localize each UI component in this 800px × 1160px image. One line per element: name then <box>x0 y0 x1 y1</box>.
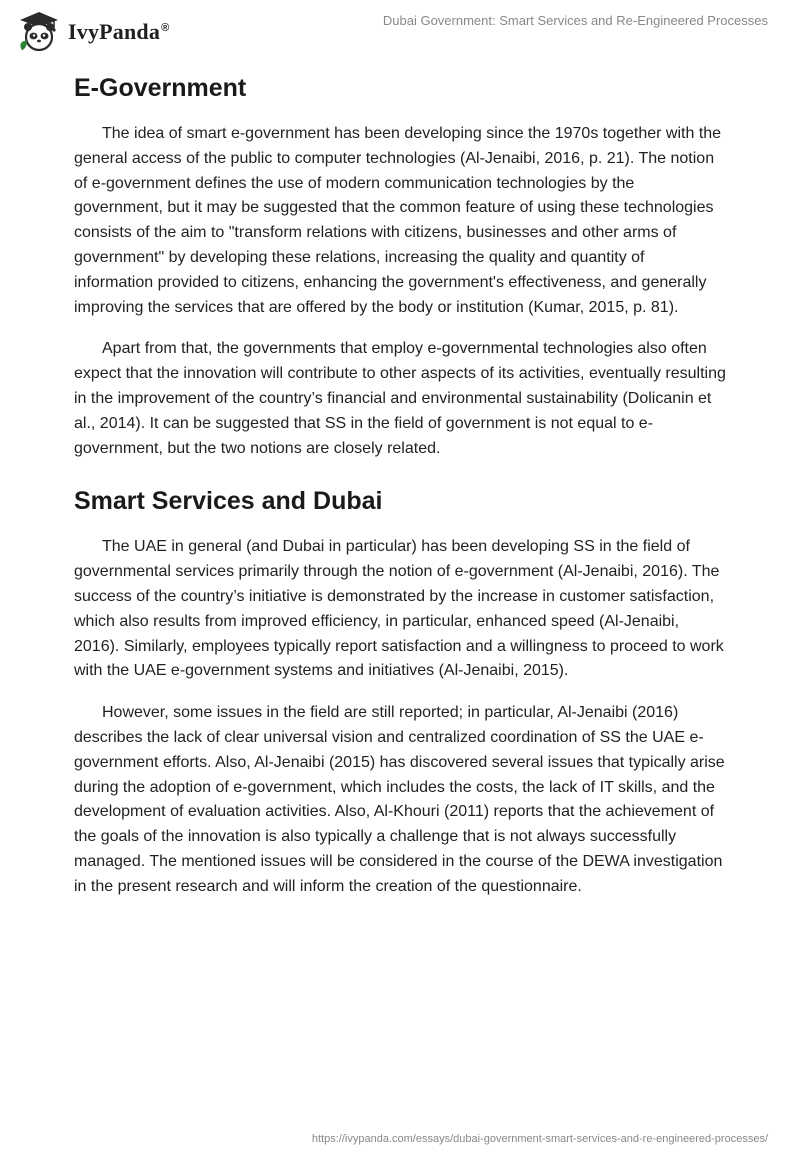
paragraph: However, some issues in the field are still reported; in particular, Al-Jenaibi (2016) describes the lack of clear universal vision and centralized coordination of SS the UAE e-government efforts. Also, Al-Jenaibi (2015) has discovered several issues that typically arise during the adoption of e-government, which includes the costs, the lack of IT skills, and the development of evaluation activities. Also, Al-Khouri (2011) reports that the achievement of the goals of the innovation is also typically a challenge that is not always successfully managed. The mentioned issues will be considered in the course of the DEWA investigation in the present research and will inform the creation of the questionnaire. <box>74 704 725 895</box>
page-header <box>0 0 800 60</box>
paragraph: The UAE in general (and Dubai in particular) has been developing SS in the field of governmental services primarily through the notion of e-government (Al-Jenaibi, 2016). The success of the country’s initiative is demonstrated by the increase in customer satisfaction, which also results from improved efficiency, in particular, enhanced speed (Al-Jenaibi, 2016). Similarly, employees typically report satisfaction and a willingness to proceed to work with the UAE e-government systems and initiatives (Al-Jenaibi, 2015). <box>74 538 724 680</box>
panda-logo-icon <box>16 10 62 54</box>
section-heading-e-government: E-Government <box>74 74 247 102</box>
logo-wordmark: IvyPanda® <box>68 19 170 44</box>
paragraph: Apart from that, the governments that employ e-governmental technologies also often expect that the innovation will contribute to other aspects of its activities, eventually resulting in the improvement of the country’s financial and environmental sustainability (Dolicanin et al., 2014). It can be suggested that SS in the field of government is not equal to e-government, but the two notions are closely related. <box>74 340 726 457</box>
registered-mark: ® <box>161 21 170 34</box>
section-heading-smart-services-dubai: Smart Services and Dubai <box>74 487 383 516</box>
source-url-link[interactable]: https://ivypanda.com/essays/dubai-government-smart-services-and-re-engineered-processes/ <box>311 1133 768 1145</box>
ivypanda-logo[interactable] <box>16 10 169 54</box>
document-title: Dubai Government: Smart Services and Re-Engineered Processes <box>382 13 768 28</box>
paragraph: The idea of smart e-government has been developing since the 1970s together with the general access of the public to computer technologies (Al-Jenaibi, 2016, p. 21). The notion of e-government defines the use of modern communication technologies by the government, but it may be suggested that the common feature of using these technologies consists of the aim to "transform relations with citizens, businesses and other arms of government" by developing these relations, increasing the quality and quantity of information provided to citizens, enhancing the government's effectiveness, and generally improving the services that are offered by the body or institution (Kumar, 2015, p. 81). <box>74 125 722 316</box>
essay-content <box>74 72 726 917</box>
